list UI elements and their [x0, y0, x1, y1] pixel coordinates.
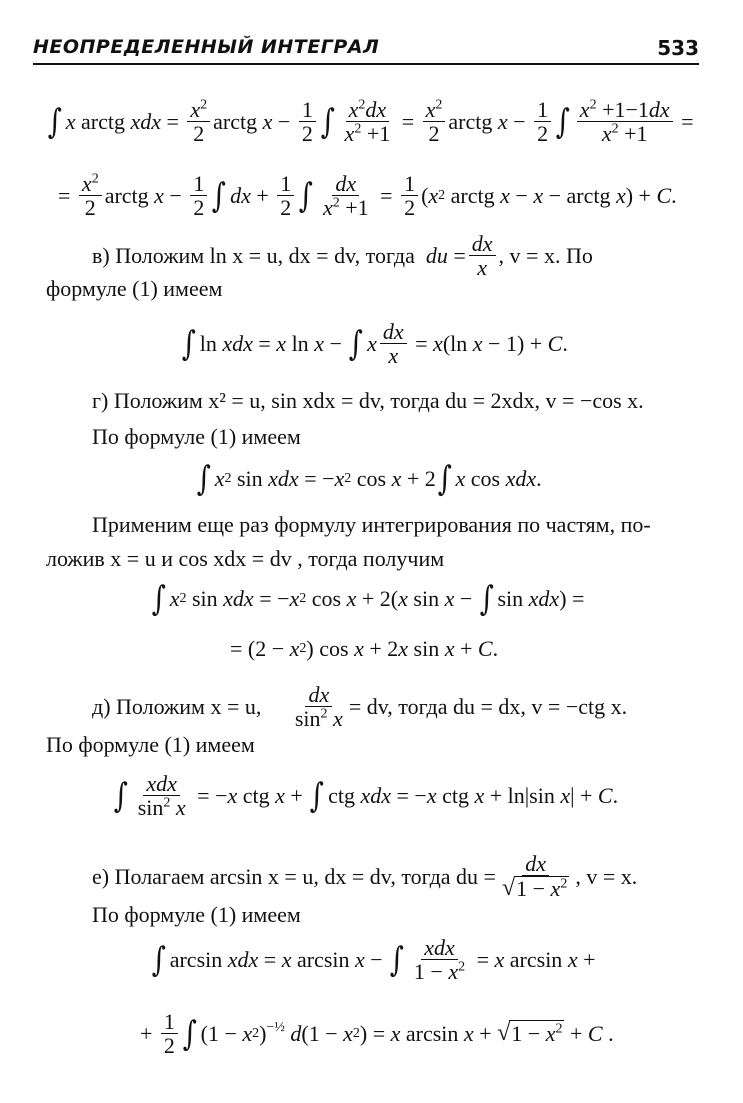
part-d-line2: По формуле (1) имеем	[46, 732, 255, 757]
formula-arctg-1: ∫ x arctg xdx = $\frac{x^2}{2}$ arctg x − $\frac{1}{2}$ ∫ $\frac{x^2dx}{x^2 +1}$ = $\frac{x^2}{2}$ arctg x − $\frac{1}{2}$ ∫ $\frac{x^2 +1-1dx}{x^2 +1}$ =	[47, 97, 694, 147]
page-number: 533	[657, 36, 699, 60]
part-g-line2: По формуле (1) имеем	[92, 424, 301, 449]
part-e-line2: По формуле (1) имеем	[92, 902, 301, 927]
formula-sin-2: ∫ x 2 sin xdx = − x 2 cos x + 2( x sin x − ∫ sin xdx ) =	[151, 579, 585, 619]
formula-arctg-2: = $\frac{x^2}{2}$ arctg x − $\frac{1}{2}$ ∫ dx + $\frac{1}{2}$ ∫ $\frac{dx}{x^2 +1}$ = $\frac{1}{2}$ ( x 2 arctg x − x − arctg x ) + C .	[58, 171, 677, 221]
parts-line1: Применим еще раз формулу интегрирования по частям, по-	[92, 512, 651, 537]
part-e-intro: е) Полагаем arcsin x = u, dx = dv, тогда du = dx √ $1 - x^2$ , v = x.	[92, 851, 638, 902]
header-rule	[33, 63, 699, 65]
part-v-line2: формуле (1) имеем	[46, 276, 223, 301]
formula-ctg: ∫ $\frac{\text{xdx}}{\sin^2 x}$ = − x ctg x + ∫ ctg xdx = − x ctg x + ln|sin x | + C .	[113, 771, 619, 821]
part-g-intro: г) Положим x² = u, sin xdx = dv, тогда du = 2xdx, v = −cos x.	[92, 388, 644, 413]
formula-sin-1: ∫ x 2 sin xdx = − x 2 cos x + 2 ∫ x cos xdx .	[196, 459, 542, 499]
formula-arcsin-2: + $\frac{1}{2}$ ∫ (1 − x 2 ) $^{-\frac{1}{2}}$ d (1 − x 2 ) = x arcsin x + √ $1 - x^2$ + C .	[140, 1009, 614, 1059]
formula-arcsin-1: ∫ arcsin xdx = x arcsin x − ∫ $\frac{\text{xdx}}{1 - x^2}$ = x arcsin x +	[151, 935, 596, 985]
part-v-intro: в) Положим ln x = u, dx = dv, тогда du = $\frac{dx}{x}$ , v = x. По	[92, 231, 593, 281]
running-header-title: НЕОПРЕДЕЛЕННЫЙ ИНТЕГРАЛ	[33, 36, 380, 58]
formula-sin-3: = (2 − x 2 ) cos x + 2 x sin x + C .	[230, 636, 499, 661]
formula-ln: ∫ ln xdx = x ln x − ∫ x $\frac{dx}{x}$ = x (ln x − 1) + C .	[181, 319, 568, 369]
part-d-intro: д) Положим x = u, $\frac{dx}{\sin^2 x}$ = dv, тогда du = dx, v = −ctg x.	[92, 682, 628, 732]
parts-line2: ложив x = u и cos xdx = dv , тогда получим	[46, 546, 445, 571]
